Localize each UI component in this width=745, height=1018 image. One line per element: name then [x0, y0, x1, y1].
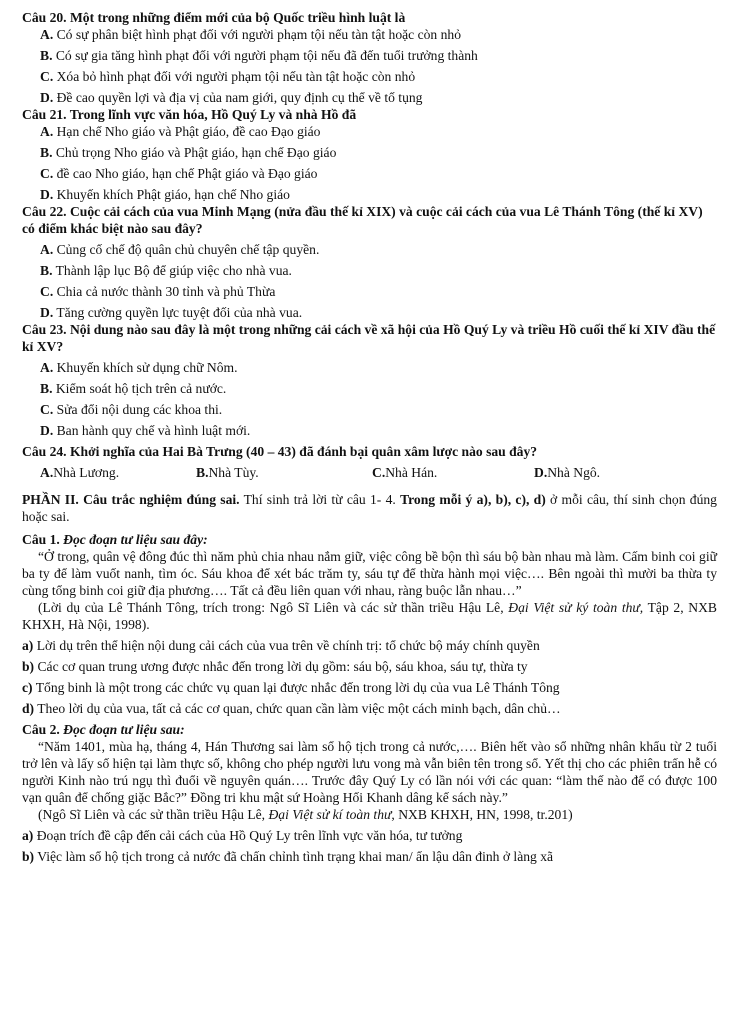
tf-q1-statement-d: d) Theo lời dụ của vua, tất cả các cơ quan, chức quan cần làm việc một cách minh bạch, dân chủ…	[22, 701, 561, 716]
q21-option-d: D. Khuyến khích Phật giáo, hạn chế Nho giáo	[40, 187, 290, 202]
q24-option-b: B.Nhà Tùy.	[196, 465, 259, 480]
q23-option-b: B. Kiểm soát hộ tịch trên cả nước.	[40, 381, 227, 396]
tf-q1-statement-a: a) Lời dụ trên thể hiện nội dung cải cách của vua trên về chính trị: tổ chức bộ máy chính quyền	[22, 638, 540, 653]
q22-option-d: D. Tăng cường quyền lực tuyệt đối của nhà vua.	[40, 305, 303, 320]
q21-option-b: B. Chủ trọng Nho giáo và Phật giáo, hạn chế Đạo giáo	[40, 145, 337, 160]
tf-q2-statement-a: a) Đoạn trích đề cập đến cải cách của Hồ Quý Ly trên lĩnh vực văn hóa, tư tưởng	[22, 828, 463, 843]
q20-option-a: A. Có sự phân biệt hình phạt đối với người phạm tội nếu tàn tật hoặc còn nhỏ	[40, 27, 462, 42]
q24-option-d: D.Nhà Ngô.	[534, 465, 601, 480]
tf-q2-source: (Ngô Sĩ Liên và các sử thần triều Hậu Lê, Đại Việt sử kí toàn thư, NXB KHXH, HN, 1998, tr.201)	[38, 807, 573, 822]
part2-instructions: PHẦN II. Câu trắc nghiệm đúng sai. Thí sinh trả lời từ câu 1- 4. Trong mỗi ý a), b), c), d) ở mỗi câu, thí sinh chọn đúng hoặc sai.	[22, 492, 717, 524]
tf-question-1-title: Câu 1. Đọc đoạn tư liệu sau đây:	[22, 532, 208, 547]
q20-option-c: C. Xóa bỏ hình phạt đối với người phạm tội nếu tàn tật hoặc còn nhỏ	[40, 69, 416, 84]
q21-option-c: C. đề cao Nho giáo, hạn chế Phật giáo và Đạo giáo	[40, 166, 318, 181]
question-20-title: Câu 20. Một trong những điểm mới của bộ Quốc triều hình luật là	[22, 10, 406, 25]
q24-options-row	[40, 464, 717, 481]
question-21-title: Câu 21. Trong lĩnh vực văn hóa, Hồ Quý Ly và nhà Hồ đã	[22, 107, 357, 122]
tf-q1-source: (Lời dụ của Lê Thánh Tông, trích trong: Ngô Sĩ Liên và các sử thần triều Hậu Lê, Đại Việt sử ký toàn thư, Tập 2, NXB KHXH, Hà Nội, 1998).	[22, 600, 717, 632]
q24-option-a: A.Nhà Lương.	[40, 465, 120, 480]
q21-option-a: A. Hạn chế Nho giáo và Phật giáo, đề cao Đạo giáo	[40, 124, 321, 139]
tf-q1-statement-b: b) Các cơ quan trung ương được nhắc đến trong lời dụ gồm: sáu bộ, sáu khoa, sáu tự, thừa ty	[22, 659, 528, 674]
question-22-title: Câu 22. Cuộc cải cách của vua Minh Mạng (nửa đầu thế kỉ XIX) và cuộc cải cách của vua Lê Thánh Tông (thế kỉ XV) có điểm khác biệt nào sau đây?	[22, 204, 703, 236]
question-23-title: Câu 23. Nội dung nào sau đây là một trong những cải cách về xã hội của Hồ Quý Ly và triều Hồ cuối thế kỉ XIV đầu thế kỉ XV?	[22, 322, 716, 354]
tf-question-2-title: Câu 2. Đọc đoạn tư liệu sau:	[22, 722, 185, 737]
tf-q1-quote: “Ở trong, quân vệ đông đúc thì năm phủ chia nhau nắm giữ, việc công bề bộn thì sáu bộ bàn nhau mà làm. Cấm binh coi giữ ba ty để làm vuốt nanh, tìm óc. Sáu khoa để xét bác trăm ty, sáu tự để thừa hành mọi việc…. Bên ngoài thì mười ba thừa ty cùng tổng binh coi giữ địa phương…. Tất cả đều liên quan với nhau, ràng buộc lẫn nhau…”	[22, 549, 717, 598]
q22-option-c: C. Chia cả nước thành 30 tỉnh và phủ Thừa	[40, 284, 276, 299]
tf-q2-statement-b: b) Việc làm sổ hộ tịch trong cả nước đã chấn chỉnh tình trạng khai man/ ẩn lậu dân đinh ở làng xã	[22, 849, 554, 864]
q20-option-d: D. Đề cao quyền lợi và địa vị của nam giới, quy định cụ thể về tố tụng	[40, 90, 423, 105]
question-24-title: Câu 24. Khởi nghĩa của Hai Bà Trưng (40 – 43) đã đánh bại quân xâm lược nào sau đây?	[22, 444, 538, 459]
q23-option-a: A. Khuyến khích sử dụng chữ Nôm.	[40, 360, 238, 375]
q22-option-a: A. Củng cố chế độ quân chủ chuyên chế tập quyền.	[40, 242, 320, 257]
q20-option-b: B. Có sự gia tăng hình phạt đối với người phạm tội nếu đã đến tuổi trưởng thành	[40, 48, 478, 63]
q23-option-d: D. Ban hành quy chế và hình luật mới.	[40, 423, 251, 438]
q23-option-c: C. Sửa đổi nội dung các khoa thi.	[40, 402, 223, 417]
part2-heading: PHẦN II. Câu trắc nghiệm đúng sai.	[22, 492, 240, 507]
tf-q2-quote: “Năm 1401, mùa hạ, tháng 4, Hán Thương sai làm sổ hộ tịch trong cả nước,…. Biên hết vào sổ những nhân khẩu từ 2 tuổi trở lên và lấy số hiện tại làm thực số, không cho phép người lưu vong mà vẫn biên tên trong sổ. Yết thị cho các phiên trấn hễ có người Kinh nào trú ngụ thì đuổi về nguyên quán…. Trước đây Quý Ly có lần nói với các quan: “làm thế nào để có được 100 vạn quân để chống giặc Bắc?” Đồng tri khu mật sứ Hoàng Hối Khanh dâng kế sách này.”	[22, 739, 717, 805]
q24-option-c: C.Nhà Hán.	[372, 465, 438, 480]
tf-q1-statement-c: c) Tổng binh là một trong các chức vụ quan lại được nhắc đến trong lời dụ của vua Lê Thánh Tông	[22, 680, 560, 695]
q22-option-b: B. Thành lập lục Bộ để giúp việc cho nhà vua.	[40, 263, 292, 278]
